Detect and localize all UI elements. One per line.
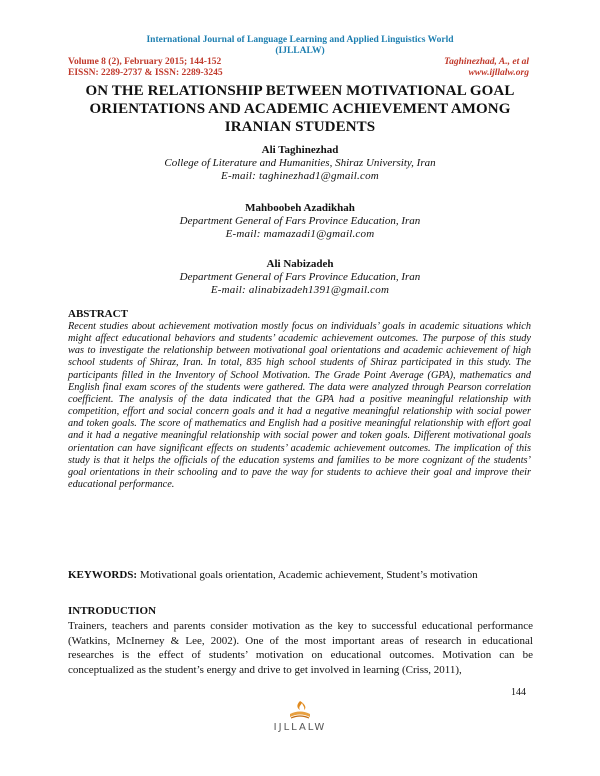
keywords-label: KEYWORDS: — [68, 569, 138, 581]
journal-abbrev: (IJLLALW) — [275, 46, 325, 56]
introduction-text: Trainers, teachers and parents consider motivation as the key to successful educational performance (Watkins, McInerney & Lee, 2002). One of the most important areas of research in educational researches is the effect of students’ motivation on educational outcomes. Motivation can be conceptualized as the student’s energy and drive to get involved in learning (Criss, 2011), — [68, 620, 533, 676]
running-head — [444, 57, 529, 79]
abstract-text: Recent studies about achievement motivation mostly focus on individuals’ goals in academic situations which might affect educational behaviors and students’ academic achievement outcomes. The purpose of this study was to investigate the relationship between motivational goal orientations and academic achievement of high school students of Shiraz, Iran. In total, 835 high school students of Shiraz participated in this study. The participants filled in the Inventory of School Motivation. The Grade Point Average (GPA), mathematics and English final exam scores of the students were gathered. The data were analyzed through Pearson correlation coefficient. The analysis of the data indicated that the GPA had a positive meaningful relationship with competition, effort and social concern goals and it had a negative meaningful relationship with social power and token goals. The score of mathematics and English had a positive meaningful relationship with effort goal and it had a negative meaningful relationship with social power and token goals. Different motivational goals orientation can have significant effects on students’ academic achievement outcomes. The implication of this study is that it helps the officials of the education systems and families to be more cognizant of the students’ goal orientations in their schooling and to pave the way for students to achieve their goal and improve their educational performance. — [68, 321, 531, 491]
author-email: E-mail: mamazadi1@gmail.com — [225, 228, 375, 240]
logo-text: IJLLALW — [273, 722, 327, 733]
title-line-1: ON THE RELATIONSHIP BETWEEN MOTIVATIONAL GOAL — [85, 83, 515, 99]
introduction-heading: INTRODUCTION — [68, 605, 157, 617]
author-name: Ali Taghinezhad — [261, 144, 339, 156]
author-block-1 — [0, 144, 600, 183]
author-affiliation: Department General of Fars Province Education, Iran — [179, 271, 421, 283]
title-line-2: ORIENTATIONS AND ACADEMIC ACHIEVEMENT AMONG — [89, 101, 511, 117]
abstract-heading: ABSTRACT — [68, 308, 128, 320]
running-authors: Taghinezhad, A., et al — [444, 57, 529, 67]
page-number: 144 — [511, 687, 526, 698]
journal-logo — [250, 700, 350, 744]
keywords-text: Motivational goals orientation, Academic achievement, Student’s motivation — [137, 569, 478, 581]
author-email: E-mail: taghinezhad1@gmail.com — [221, 170, 379, 182]
journal-website: www.ijllalw.org — [468, 68, 529, 78]
journal-name: International Journal of Language Learning and Applied Linguistics World — [146, 35, 454, 45]
author-affiliation: College of Literature and Humanities, Shiraz University, Iran — [164, 157, 436, 169]
author-email: E-mail: alinabizadeh1391@gmail.com — [210, 284, 390, 296]
author-name: Ali Nabizadeh — [266, 258, 334, 270]
volume-info — [68, 57, 223, 79]
title-line-3: IRANIAN STUDENTS — [224, 119, 376, 135]
flame-book-icon — [288, 700, 312, 722]
author-block-3 — [0, 258, 600, 297]
author-name: Mahboobeh Azadikhah — [245, 202, 355, 214]
volume-line: Volume 8 (2), February 2015; 144-152 — [68, 57, 222, 67]
journal-title — [0, 35, 600, 57]
author-affiliation: Department General of Fars Province Education, Iran — [179, 215, 421, 227]
author-block-2 — [0, 202, 600, 241]
keywords — [68, 569, 538, 581]
paper-title — [60, 82, 540, 136]
issn-line: EISSN: 2289-2737 & ISSN: 2289-3245 — [68, 68, 223, 78]
